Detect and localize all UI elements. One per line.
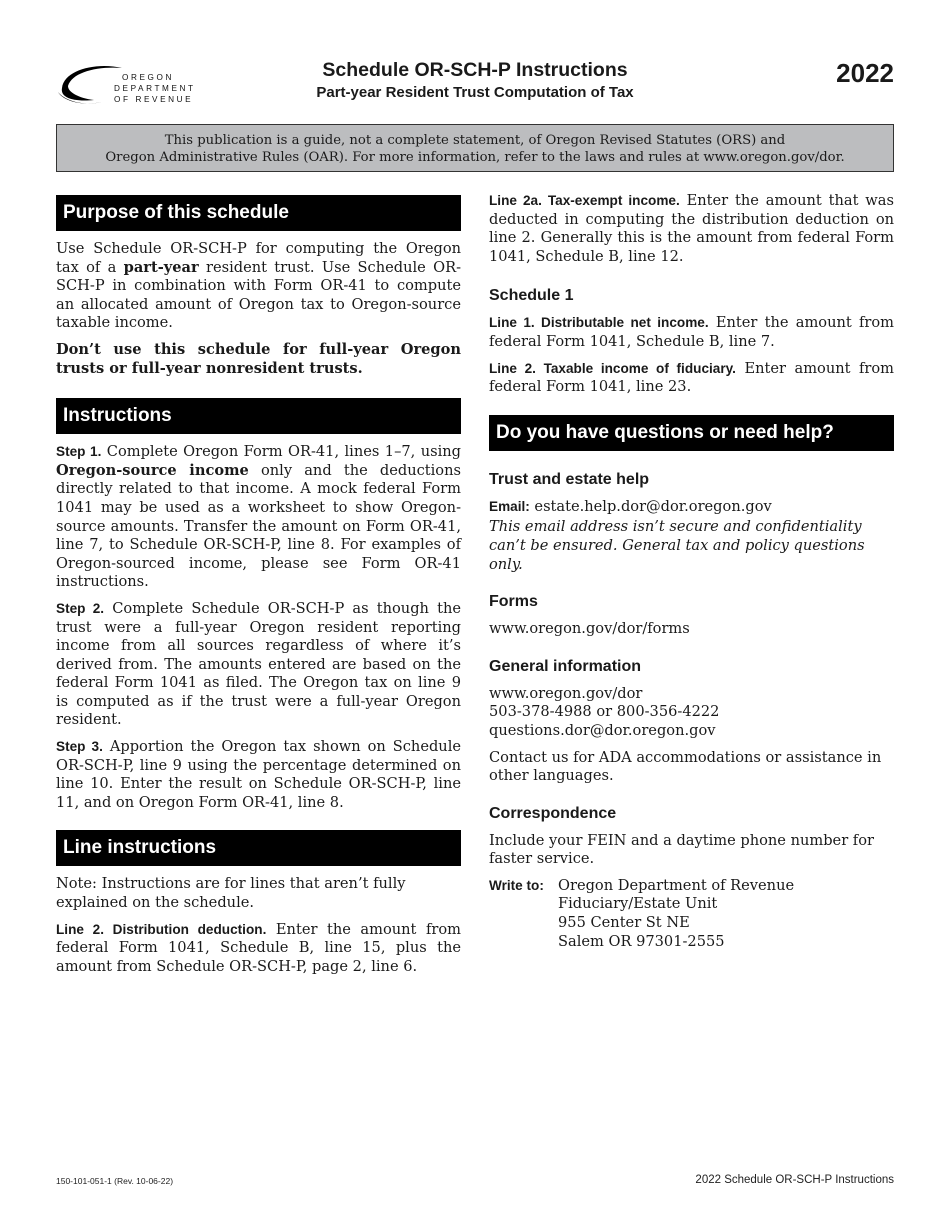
- logo-line-3: OF REVENUE: [114, 95, 194, 104]
- ada-text: Contact us for ADA accommodations or assistance in other languages.: [489, 748, 882, 785]
- address-line-2: Fiduciary/Estate Unit: [558, 895, 718, 913]
- disclaimer-line-2: Oregon Administrative Rules (OAR). For more information, refer to the laws and rules at www.oregon.gov/dor.: [105, 150, 845, 165]
- oregon-dor-logo: [56, 62, 196, 106]
- line-2a-paragraph: Line 2a. Tax-exempt income. Enter the amount that was deducted in computing the distribution deduction on line 2. Generally this is the amount from federal Form 1041, Schedule B, line 12.: [489, 192, 894, 265]
- purpose-paragraph-2: Don’t use this schedule for full-year Oregon trusts or full-year nonresident trusts.: [56, 340, 461, 377]
- help-heading: Do you have questions or need help?: [489, 415, 894, 451]
- form-number: 150-101-051-1 (Rev. 10-06-22): [56, 1176, 174, 1186]
- line-instructions-heading: Line instructions: [56, 830, 461, 866]
- right-column: [489, 192, 894, 951]
- step-1-paragraph: Step 1. Complete Oregon Form OR-41, lines 1–7, using Oregon-source income only and the deductions directly related to that income. A mock federal Form 1041 may be used as a worksheet to show Oregon-source amounts. Transfer the amount on Form OR-41, line 7, to Schedule OR-SCH-P, line 8. For examples of Oregon-sourced income, please see Form OR-41 instructions.: [56, 443, 461, 591]
- disclaimer-box: [56, 124, 894, 172]
- schedule-1-heading: Schedule 1: [489, 287, 574, 305]
- page-subtitle: Part-year Resident Trust Computation of Tax: [316, 84, 634, 101]
- correspondence-text: Include your FEIN and a daytime phone number for faster service.: [489, 831, 874, 868]
- title-block: [240, 58, 710, 104]
- forms-link[interactable]: www.oregon.gov/dor/forms: [489, 620, 690, 638]
- address-lines: [558, 877, 794, 951]
- schedule-1-line-2: Line 2. Taxable income of fiduciary. Enter amount from federal Form 1041, line 23.: [489, 359, 895, 396]
- logo-line-1: OREGON: [122, 73, 174, 82]
- disclaimer-line-1: This publication is a guide, not a complete statement, of Oregon Revised Statutes (ORS) and: [164, 133, 786, 148]
- logo-text: [114, 72, 196, 105]
- write-to-label: Write to:: [489, 877, 544, 893]
- left-column: [56, 195, 461, 984]
- email-line: Email: estate.help.dor@dor.oregon.gov: [489, 497, 772, 515]
- tax-year: 2022: [836, 58, 894, 88]
- address-line-4: Salem OR 97301-2555: [558, 932, 725, 950]
- general-email-link[interactable]: questions.dor@dor.oregon.gov: [489, 721, 716, 739]
- general-phone: 503-378-4988 or 800-356-4222: [489, 703, 720, 721]
- instructions-heading: Instructions: [56, 398, 461, 434]
- general-url-link[interactable]: www.oregon.gov/dor: [489, 684, 643, 702]
- general-info-contacts: [489, 685, 894, 741]
- trust-estate-heading: Trust and estate help: [489, 470, 650, 488]
- general-info-heading: General information: [489, 657, 642, 675]
- purpose-heading: Purpose of this schedule: [56, 195, 461, 231]
- schedule-1-line-1: Line 1. Distributable net income. Enter the amount from federal Form 1041, Schedule B, line 7.: [489, 314, 894, 350]
- purpose-paragraph-1: Use Schedule OR-SCH-P for computing the Oregon tax of a part-year resident trust. Use Schedule OR-SCH-P in combination with Form OR-41 to compute an allocated amount of Oregon tax to Oregon-source taxable income.: [56, 240, 462, 332]
- address-line-3: 955 Center St NE: [558, 914, 690, 932]
- logo-line-2: DEPARTMENT: [114, 84, 196, 93]
- line-2-paragraph: Line 2. Distribution deduction. Enter the amount from federal Form 1041, Schedule B, line 15, plus the amount from Schedule OR-SCH-P, page 2, line 6.: [56, 920, 461, 975]
- page-title: Schedule OR-SCH-P Instructions: [322, 59, 628, 81]
- step-3-paragraph: Step 3. Apportion the Oregon tax shown on Schedule OR-SCH-P, line 9 using the percentage determined on line 10. Enter the result on Schedule OR-SCH-P, line 11, and on Oregon Form OR-41, line 8.: [56, 738, 462, 811]
- step-2-paragraph: Step 2. Complete Schedule OR-SCH-P as though the trust were a full-year Oregon resident reporting income from all sources regardless of where it’s derived from. The amounts entered are based on the federal Form 1041 as filed. The Oregon tax on line 9 is computed as if the trust were a full-year Oregon resident.: [56, 599, 462, 729]
- address-line-1: Oregon Department of Revenue: [558, 876, 795, 894]
- correspondence-heading: Correspondence: [489, 804, 617, 822]
- forms-heading: Forms: [489, 593, 538, 611]
- email-link[interactable]: estate.help.dor@dor.oregon.gov: [529, 497, 772, 515]
- email-note: This email address isn’t secure and confidentiality can’t be ensured. General tax and policy questions only.: [489, 518, 865, 573]
- footer-doc-name: 2022 Schedule OR-SCH-P Instructions: [695, 1174, 894, 1186]
- mailing-address: [489, 877, 894, 951]
- line-instructions-note: Note: Instructions are for lines that aren’t fully explained on the schedule.: [56, 875, 406, 912]
